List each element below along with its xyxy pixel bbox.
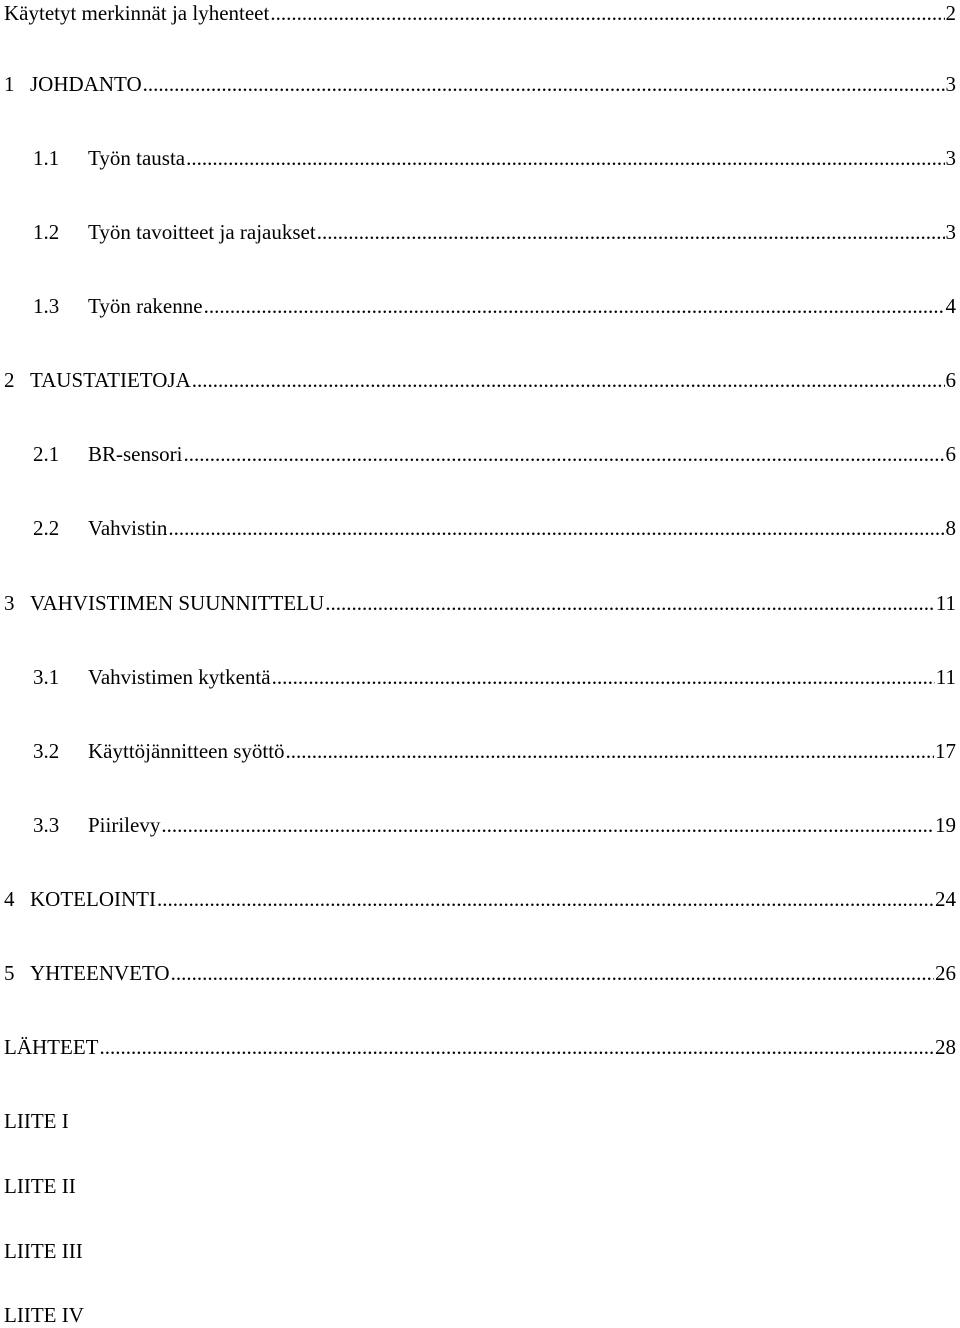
- toc-entry-page: 24: [935, 887, 956, 911]
- toc-entry-number: 1: [4, 72, 15, 96]
- toc-entry-title: KOTELOINTI: [30, 887, 156, 911]
- toc-dot-leader: [157, 886, 934, 912]
- toc-entry-page: 26: [935, 961, 956, 985]
- toc-appendix[interactable]: LIITE I: [4, 1109, 69, 1133]
- toc-entry-number: 3.2: [33, 739, 60, 763]
- toc-appendix[interactable]: LIITE III: [4, 1239, 83, 1263]
- toc-entry-page: 3: [945, 72, 956, 96]
- toc-entry-number: 2: [4, 368, 15, 392]
- toc-entry[interactable]: [4, 71, 956, 97]
- toc-entry[interactable]: [4, 145, 956, 171]
- toc-entry-page: 11: [935, 665, 956, 689]
- toc-entry-page: 3: [945, 146, 956, 170]
- toc-entry-title: Käytetyt merkinnät ja lyhenteet: [4, 1, 270, 25]
- toc-entry-number: 3.1: [33, 665, 60, 689]
- toc-entry-page: 19: [935, 813, 956, 837]
- toc-dot-leader: [184, 441, 945, 467]
- toc-entry-title: BR-sensori: [88, 442, 183, 466]
- toc-entry-page: 17: [935, 739, 956, 763]
- toc-dot-leader: [272, 664, 935, 690]
- toc-entry-title: JOHDANTO: [30, 72, 142, 96]
- toc-entry-number: 2.2: [33, 516, 60, 540]
- toc-entry-number: 1.3: [33, 294, 60, 318]
- toc-entry-number: 2.1: [33, 442, 60, 466]
- toc-entry[interactable]: [4, 293, 956, 319]
- toc-dot-leader: [99, 1034, 934, 1060]
- toc-dot-leader: [171, 960, 934, 986]
- toc-entry-title: YHTEENVETO: [30, 961, 170, 985]
- toc-dot-leader: [186, 145, 944, 171]
- toc-appendix[interactable]: LIITE II: [4, 1174, 76, 1198]
- toc-dot-leader: [317, 219, 945, 245]
- toc-dot-leader: [270, 0, 944, 26]
- toc-entry-page: 11: [935, 591, 956, 615]
- toc-entry-page: 6: [945, 368, 956, 392]
- toc-entry[interactable]: [4, 515, 956, 541]
- toc-entry[interactable]: [4, 812, 956, 838]
- toc-entry-title: VAHVISTIMEN SUUNNITTELU: [30, 591, 325, 615]
- toc-entry-title: Työn tavoitteet ja rajaukset: [88, 220, 316, 244]
- toc-entry[interactable]: [4, 367, 956, 393]
- toc-entry-title: Vahvistin: [88, 516, 168, 540]
- toc-entry-number: 5: [4, 961, 15, 985]
- toc-entry-title: LÄHTEET: [4, 1035, 99, 1059]
- toc-appendix[interactable]: LIITE IV: [4, 1303, 84, 1327]
- toc-dot-leader: [143, 71, 945, 97]
- toc-dot-leader: [325, 590, 935, 616]
- toc-entry-page: 6: [945, 442, 956, 466]
- toc-dot-leader: [204, 293, 945, 319]
- toc-entry-page: 8: [945, 516, 956, 540]
- toc-entry-number: 4: [4, 887, 15, 911]
- toc-entry-title: Vahvistimen kytkentä: [88, 665, 271, 689]
- toc-dot-leader: [286, 738, 934, 764]
- toc-dot-leader: [161, 812, 934, 838]
- toc-entry-number: 3.3: [33, 813, 60, 837]
- toc-entry-page: 2: [945, 1, 956, 25]
- toc-entry-title: Työn rakenne: [88, 294, 203, 318]
- toc-entry-title: Käyttöjännitteen syöttö: [88, 739, 285, 763]
- toc-entry[interactable]: [4, 886, 956, 912]
- toc-entry-page: 4: [945, 294, 956, 318]
- toc-entry[interactable]: [4, 441, 956, 467]
- toc-entry-page: 3: [945, 220, 956, 244]
- toc-entry[interactable]: [4, 960, 956, 986]
- toc-entry[interactable]: [4, 1034, 956, 1060]
- toc-entry-number: 3: [4, 591, 15, 615]
- toc-entry-page: 28: [935, 1035, 956, 1059]
- toc-entry-title: Piirilevy: [88, 813, 161, 837]
- toc-entry-number: 1.2: [33, 220, 60, 244]
- toc-entry[interactable]: [4, 219, 956, 245]
- toc-dot-leader: [168, 515, 944, 541]
- toc-entry-number: 1.1: [33, 146, 60, 170]
- toc-dot-leader: [192, 367, 945, 393]
- toc-entry[interactable]: [4, 590, 956, 616]
- toc-entry[interactable]: [4, 664, 956, 690]
- toc-entry-title: Työn tausta: [88, 146, 186, 170]
- toc-entry[interactable]: [4, 738, 956, 764]
- toc-entry[interactable]: [4, 0, 956, 26]
- toc-entry-title: TAUSTATIETOJA: [30, 368, 191, 392]
